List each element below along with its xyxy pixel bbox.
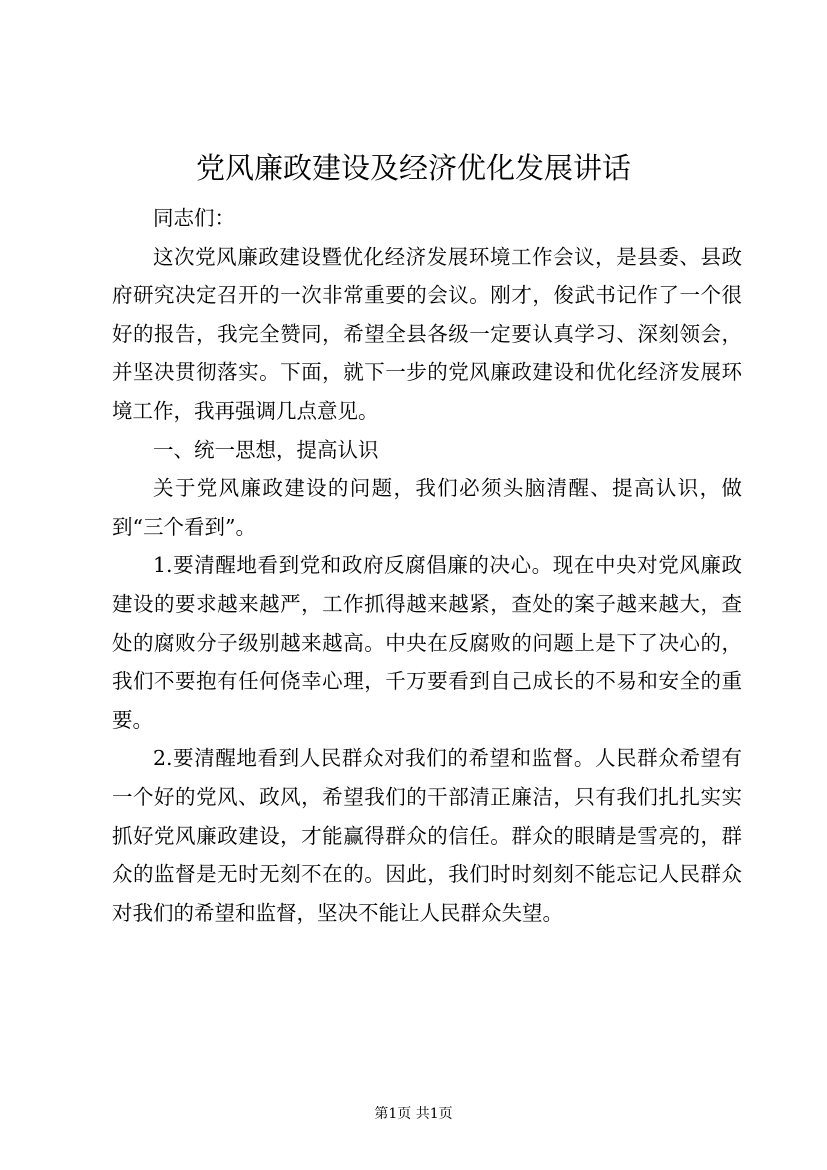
document-body [112,199,742,932]
page-footer: 第1页 共1页 [374,1106,453,1122]
body-paragraph: 1.要清醒地看到党和政府反腐倡廉的决心。现在中央对党风廉政建设的要求越来越严，工作抓得越来越紧，查处的案子越来越大，查处的腐败分子级别越来越高。中央在反腐败的问题上是下了决心的，我们不要抱有任何侥幸心理，千万要看到自己成长的不易和安全的重要。 [112,553,742,732]
body-paragraph: 2.要清醒地看到人民群众对我们的希望和监督。人民群众希望有一个好的党风、政风，希望我们的干部清正廉洁，只有我们扎扎实实抓好党风廉政建设，才能赢得群众的信任。群众的眼睛是雪亮的，群众的监督是无时无刻不在的。因此，我们时时刻刻不能忘记人民群众对我们的希望和监督，坚决不能让人民群众失望。 [112,746,742,925]
document-title: 党风廉政建设及经济优化发展讲话 [195,151,631,185]
body-paragraph: 这次党风廉政建设暨优化经济发展环境工作会议，是县委、县政府研究决定召开的一次非常重要的会议。刚才，俊武书记作了一个很好的报告，我完全赞同，希望全县各级一定要认真学习、深刻领会，并坚决贯彻落实。下面，就下一步的党风廉政建设和优化经济发展环境工作，我再强调几点意见。 [112,244,742,423]
section-heading: 一、统一思想，提高认识 [153,437,379,462]
body-paragraph: 关于党风廉政建设的问题，我们必须头脑清醒、提高认识，做到“三个看到”。 [112,476,742,539]
salutation: 同志们： [153,206,235,230]
